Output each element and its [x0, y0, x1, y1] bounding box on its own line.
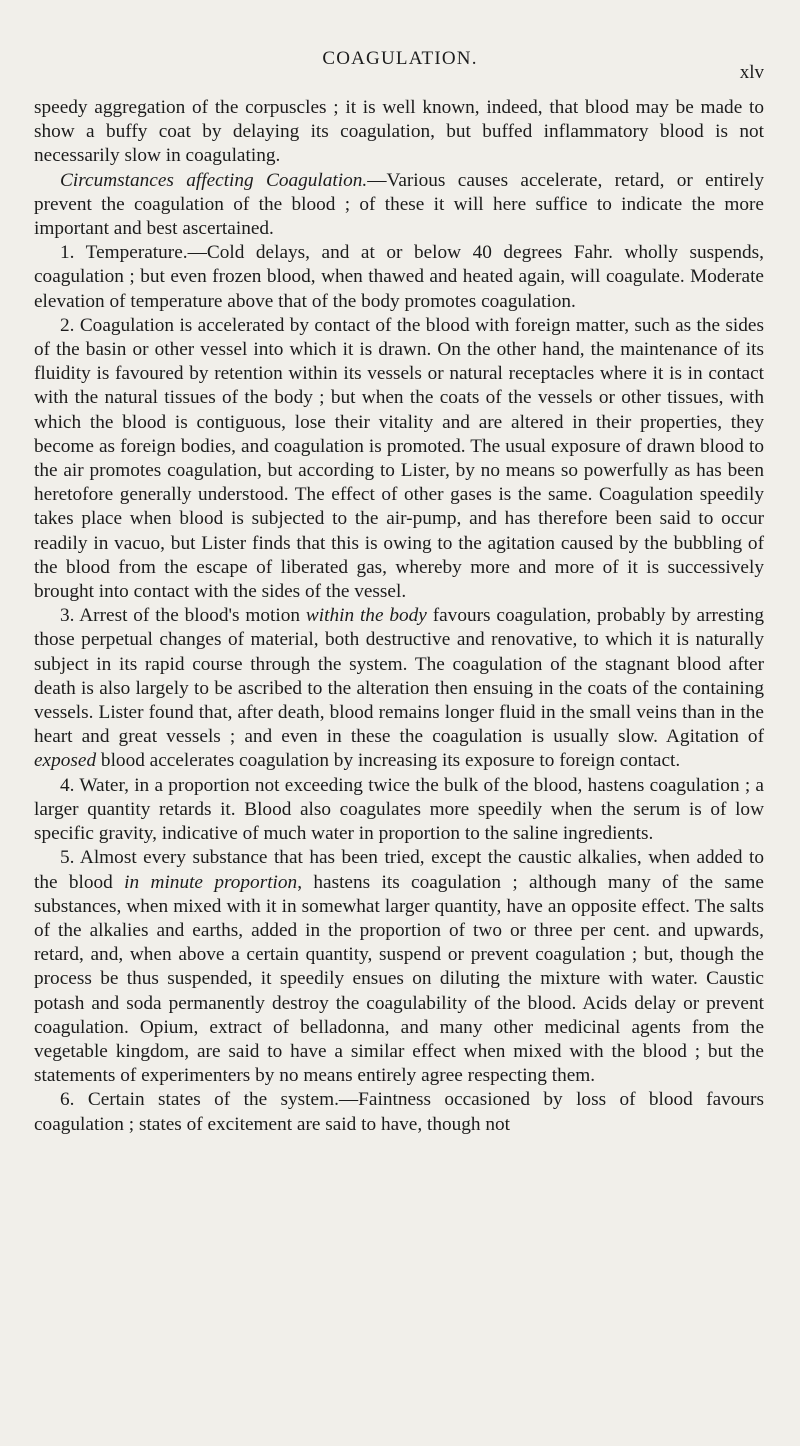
- paragraph: [34, 604, 764, 773]
- paragraph: 2. Coagulation is accelerated by contact of the blood with foreign matter, such as the sides of the basin or other vessel into which it is drawn. On the other hand, the maintenance of its fluidity is favoured by retention within its vessels or natural receptacles where it is in contact with the natural tissues of the body ; but when the coats of the vessels or other tissues, with which the blood is contiguous, lose their vitality and are altered in their properties, they become as foreign bodies, and coagulation is promoted. The usual exposure of drawn blood to the air promotes coagulation, but according to Lister, by no means so powerfully as has been heretofore generally understood. The effect of other gases is the same. Coagulation speedily takes place when blood is subjected to the air-pump, and has therefore been said to occur readily in vacuo, but Lister finds that this is owing to the agitation caused by the bubbling of the blood from the escape of liberated gas, whereby more and more of it is successively brought into contact with the sides of the vessel.: [34, 314, 764, 603]
- running-head: COAGULATION.: [322, 48, 478, 69]
- paragraph: 6. Certain states of the system.—Faintness occasioned by loss of blood favours coagulation ; states of excitement are said to have, though not: [34, 1089, 764, 1135]
- italic-phrase: within the body: [305, 605, 427, 627]
- paragraph-text: blood accelerates coagulation by increasing its exposure to foreign contact.: [96, 750, 681, 772]
- paragraph: [34, 846, 764, 1088]
- paragraph: speedy aggregation of the corpuscles ; it is well known, indeed, that blood may be made to show a buffy coat by delaying its coagulation, but buffed inflammatory blood is not necessarily slow in coagulating.: [34, 97, 764, 167]
- paragraph-text: —Various causes accelerate, retard, or entirely prevent the coagulation of the blood ; of these it will here suffice to indicate the more important and best ascertained.: [34, 169, 764, 240]
- italic-phrase: exposed: [34, 750, 97, 772]
- italic-phrase: in minute proportion: [124, 871, 298, 893]
- body-text: [34, 96, 764, 1137]
- paragraph-text: , hastens its coagulation ; although many of the same substances, when mixed with it in somewhat larger quantity, have an opposite effect. The salts of the alkalies and earths, added in the proportion of two or three per cent. and upwards, retard, and, when above a certain quantity, suspend or prevent coagulation ; but, though the process be thus suspended, it speedily ensues on diluting the mixture with water. Caustic potash and soda permanently destroy the coagulability of the blood. Acids delay or prevent coagulation. Opium, extract of belladonna, and many other medicinal agents from the vegetable kingdom, are said to have a similar effect when mixed with the blood ; but the statements of experimenters by no means entirely agree respecting them.: [34, 871, 764, 1087]
- paragraph-text: favours coagulation, probably by arresting those perpetual changes of material, both destructive and renovative, to which it is naturally subject in its rapid course through the system. The coagulation of the stagnant blood after death is also largely to be ascribed to the alteration then ensuing in the coats of the containing vessels. Lister found that, after death, blood remains longer fluid in the small veins than in the heart and great vessels ; and even in these the coagulation is usually slow. Agitation of: [34, 605, 764, 748]
- paragraph-text: 3. Arrest of the blood's motion: [60, 605, 306, 627]
- paragraph: 1. Temperature.—Cold delays, and at or below 40 degrees Fahr. wholly suspends, coagulation ; but even frozen blood, when thawed and heated again, will coagulate. Moderate elevation of temperature above that of the body promotes coagulation.: [34, 242, 764, 312]
- section-heading: Circumstances affecting Coagulation.: [60, 169, 368, 191]
- paragraph: [34, 169, 764, 242]
- page-number: xlv: [739, 62, 764, 83]
- paragraph-text: 5. Almost every substance that has been tried, except the caustic alkalies, when added to the blood: [34, 847, 764, 893]
- paragraph: 4. Water, in a proportion not exceeding twice the bulk of the blood, hastens coagulation ; a larger quantity retards it. Blood also coagulates more speedily when the serum is of low specific gravity, indicative of much water in proportion to the saline ingredients.: [34, 774, 764, 845]
